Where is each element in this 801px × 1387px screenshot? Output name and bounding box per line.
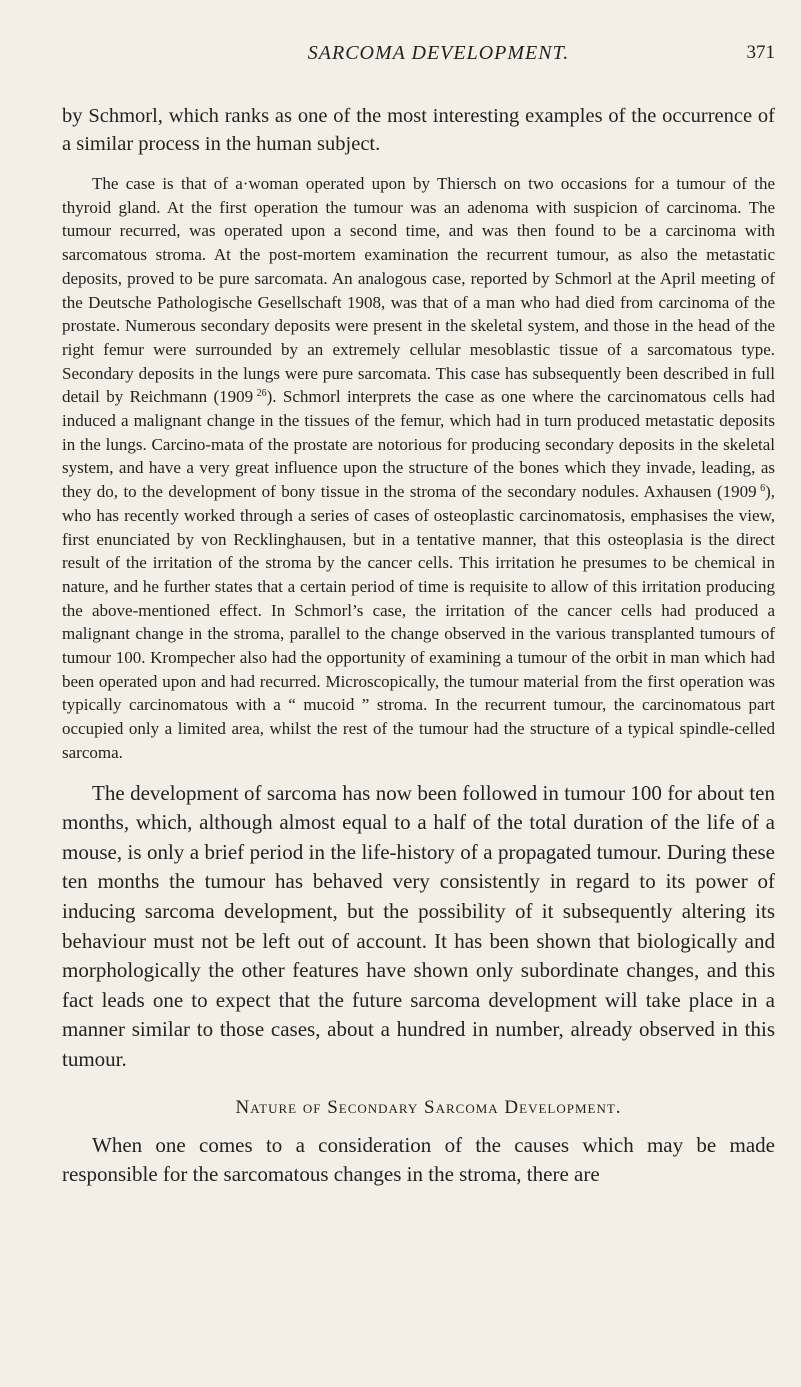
citation-axhausen: 6 [760,483,766,495]
case-report-paragraph [62,172,775,765]
section-heading: Nature of Secondary Sarcoma Development. [235,1096,622,1118]
case-text-part-1: The case is that of a·woman operated upon by Thiersch on two occasions for a tumour of the thyroid gland. At the first operation the tumour was an adenoma with suspicion of carcinoma. The tumour recurred, was operated upon a second time, and was then found to be a carcinoma with sarcomatous stroma. At the post-mortem examination the recurrent tumour, as also the metastatic deposits, proved to be pure sarcomata. An analogous case, reported by Schmorl at the April meeting of the Deutsche Pathologische Gesellschaft 1908, was that of a man who had died from carcinoma of the prostate. Numerous secondary deposits were present in the skeletal system, and those in the head of the right femur were surrounded by an extremely cellular mesoblastic tissue of a sarcomatous type. Secondary deposits in the lungs were pure sarcomata. This case has subsequently been described in full detail by Reichmann (1909 [62,174,775,407]
case-text-part-3: ), who has recently worked through a series of cases of osteoplastic carcinomatosis, emphasises the view, first enunciated by von Recklinghausen, but in a tentative manner, that this osteoplasia is the direct result of the irritation of the stroma by the cancer cells. This irritation he presumes to be chemical in nature, and he further states that a certain period of time is requisite to allow of this irritation producing the above-mentioned effect. In Schmorl’s case, the irritation of the cancer cells had produced a malignant change in the stroma, parallel to the change observed in the various transplanted tumours of tumour 100. Krompecher also had the opportunity of examining a tumour of the orbit in man which had been operated upon and had recurred. Microscopically, the tumour material from the first operation was typically carcinomatous with a “ mucoid ” stroma. In the recurrent tumour, the carcinomatous part occupied only a limited area, whilst the rest of the tumour had the structure of a typical spindle-celled sarcoma. [62,482,775,762]
case-text-part-2: ). Schmorl interprets the case as one where the carcinomatous cells had induced a malignant change in the tissues of the femur, which had in turn produced metastatic deposits in the lungs. Carcino-mata of the prostate are notorious for producing secondary deposits in the skeletal system, and have a very great influence upon the structure of the bones which they invade, leading, as they do, to the development of bony tissue in the stroma of the secondary nodules. Axhausen (1909 [62,387,775,502]
page-number: 371 [746,42,775,63]
development-paragraph: The development of sarcoma has now been followed in tumour 100 for about ten months, which, although almost equal to a half of the total duration of the life of a mouse, is only a brief period in the life-history of a propagated tumour. During these ten months the tumour has behaved very consistently in regard to its power of inducing sarcoma development, but the possibility of it subsequently altering its behaviour must not be left out of account. It has been shown that biologically and morphologically the other features have shown only subordinate changes, and this fact leads one to expect that the future sarcoma development will take place in a manner similar to those cases, about a hundred in number, already observed in this tumour. [62,780,775,1071]
running-header [62,0,775,80]
citation-reichmann: 26 [256,388,267,400]
section-opening-paragraph: When one comes to a consideration of the causes which may be made responsible for the sarcomatous changes in the stroma, there are [62,1132,775,1187]
running-title: SARCOMA DEVELOPMENT. [307,42,570,64]
continued-paragraph: by Schmorl, which ranks as one of the most interesting examples of the occurrence of a similar process in the human subject. [62,105,775,155]
